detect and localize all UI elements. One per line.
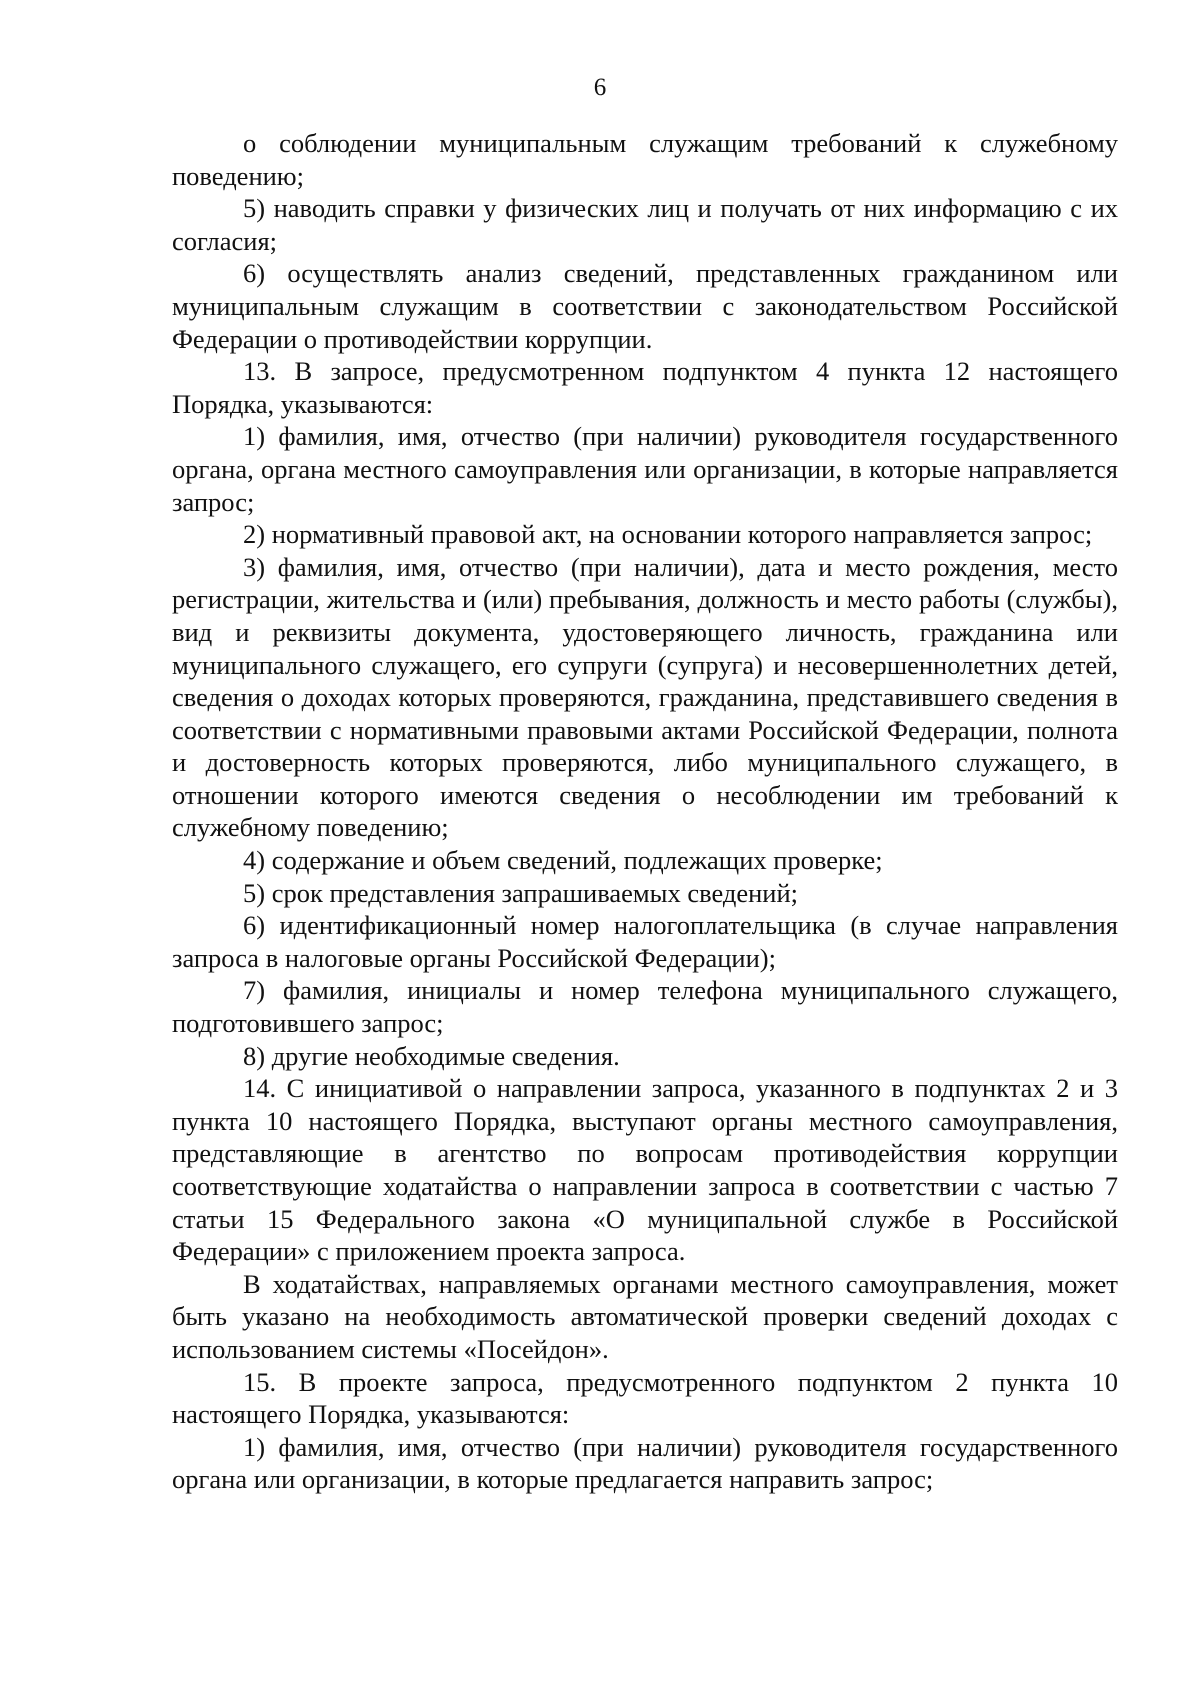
paragraph: 13. В запросе, предусмотренном подпунктом 4 пункта 12 настоящего Порядка, указываются:	[172, 356, 1118, 419]
paragraph: о соблюдении муниципальным служащим требований к служебному поведению;	[172, 128, 1118, 191]
paragraph: 1) фамилия, имя, отчество (при наличии) руководителя государственного органа, органа местного самоуправления или организации, в которые направляется запрос;	[172, 421, 1118, 517]
paragraph: 6) осуществлять анализ сведений, представленных гражданином или муниципальным служащим в соответствии с законодательством Российской Федерации о противодействии коррупции.	[172, 258, 1118, 354]
document-body	[172, 127, 1118, 1496]
paragraph: 5) срок представления запрашиваемых сведений;	[243, 877, 799, 908]
paragraph: 3) фамилия, имя, отчество (при наличии), дата и место рождения, место регистрации, жительства и (или) пребывания, должность и место работы (службы), вид и реквизиты документа, удостоверяющего личность, гражданина или муниципального служащего, его супруги (супруга) и несовершеннолетних детей, сведения о доходах которых проверяются, гражданина, представившего сведения в соответствии с нормативными правовыми актами Российской Федерации, полнота и достоверность которых проверяются, либо муниципального служащего, в отношении которого имеются сведения о несоблюдении им требований к служебному поведению;	[172, 551, 1118, 843]
paragraph: 14. С инициативой о направлении запроса, указанного в подпунктах 2 и 3 пункта 10 настоящего Порядка, выступают органы местного самоуправления, представляющие в агентство по вопросам противодействия коррупции соответствующие ходатайства о направлении запроса в соответствии с частью 7 статьи 15 Федерального закона «О муниципальной службе в Российской Федерации» с приложением проекта запроса.	[172, 1073, 1118, 1267]
paragraph: 15. В проекте запроса, предусмотренного подпунктом 2 пункта 10 настоящего Порядка, указываются:	[172, 1366, 1118, 1430]
paragraph: 2) нормативный правовой акт, на основании которого направляется запрос;	[243, 519, 1093, 550]
paragraph: 8) другие необходимые сведения.	[243, 1040, 620, 1071]
paragraph: 7) фамилия, инициалы и номер телефона муниципального служащего, подготовившего запрос;	[172, 975, 1118, 1039]
paragraph: В ходатайствах, направляемых органами местного самоуправления, может быть указано на необходимость автоматической проверки сведений доходах с использованием системы «Посейдон».	[172, 1268, 1118, 1364]
paragraph: 5) наводить справки у физических лиц и получать от них информацию с их согласия;	[172, 193, 1118, 256]
paragraph: 1) фамилия, имя, отчество (при наличии) руководителя государственного органа или организации, в которые предлагается направить запрос;	[172, 1431, 1118, 1495]
paragraph: 6) идентификационный номер налогоплательщика (в случае направления запроса в налоговые органы Российской Федерации);	[172, 910, 1118, 973]
page-number: 6	[593, 74, 607, 101]
paragraph: 4) содержание и объем сведений, подлежащих проверке;	[243, 845, 883, 876]
